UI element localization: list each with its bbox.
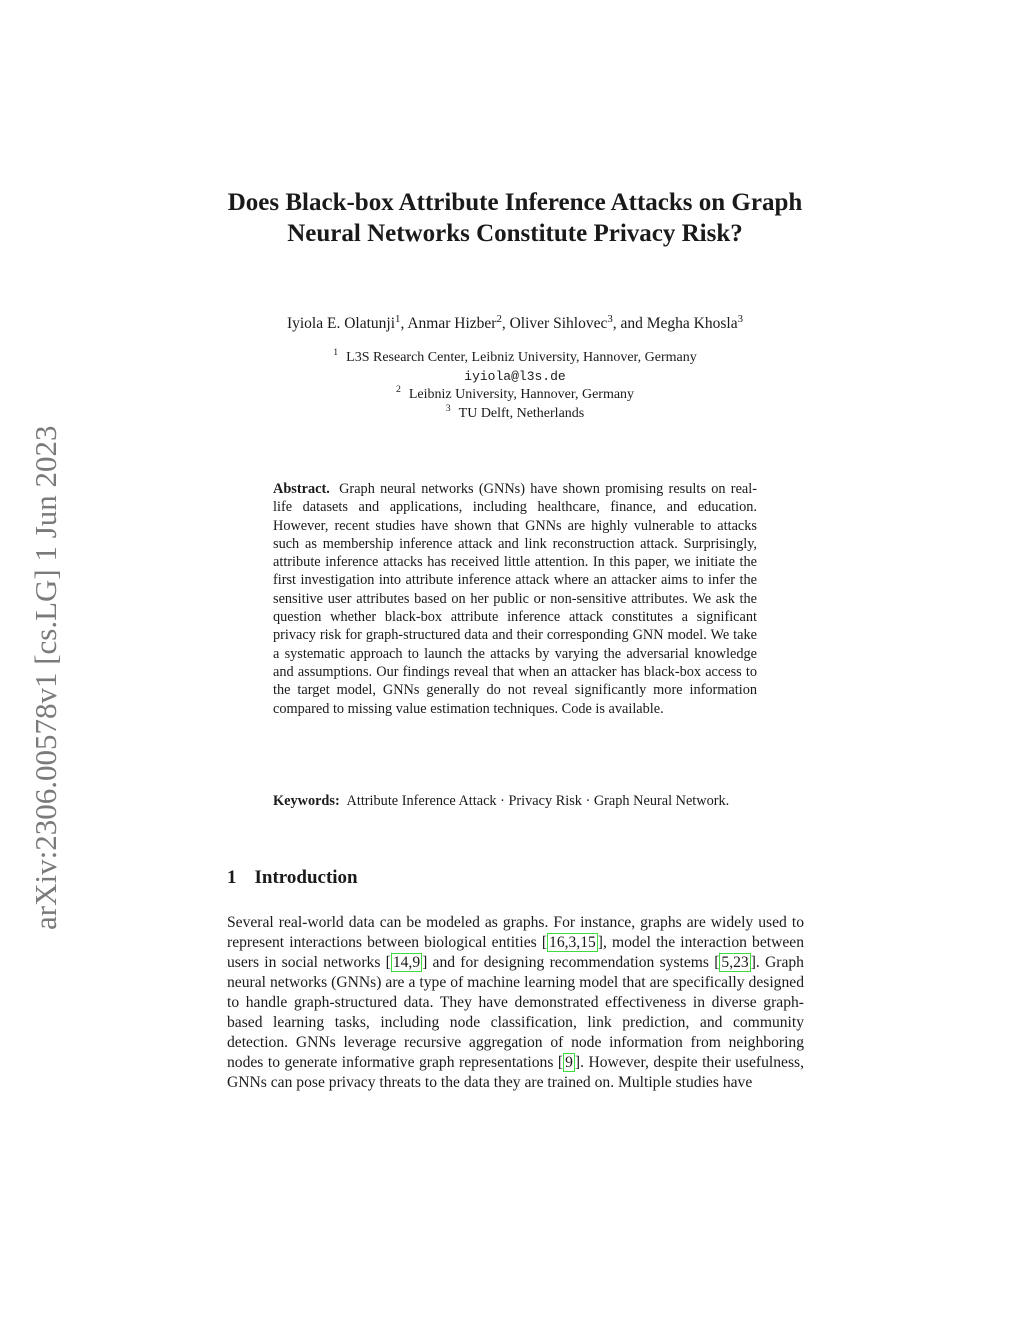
- affiliation-list: [200, 349, 830, 423]
- keywords-text: Attribute Inference Attack · Privacy Risk · Graph Neural Network.: [346, 793, 730, 809]
- abstract-label: Abstract.: [273, 481, 330, 497]
- author: Oliver Sihlovec: [509, 315, 608, 332]
- section-title: Introduction: [254, 867, 358, 888]
- keywords-label: Keywords:: [273, 793, 340, 809]
- author-email: iyiola@l3s.de: [464, 368, 566, 384]
- author-separator: , and: [612, 315, 647, 332]
- author-list: [200, 314, 830, 334]
- section-heading: [227, 866, 358, 890]
- author: Anmar Hizber: [407, 315, 497, 332]
- author-affiliation-mark: 3: [607, 312, 613, 325]
- arxiv-identifier-text: arXiv:2306.00578v1 [cs.LG] 1 Jun 2023: [28, 425, 63, 930]
- keywords: [273, 792, 757, 810]
- abstract: [273, 480, 757, 718]
- author-affiliation-mark: 1: [395, 312, 401, 325]
- arxiv-identifier: [26, 370, 64, 930]
- intro-text-run: . Graph neural networks (GNNs) are a type of machine learning model that are specifically designed to handle graph-structured data. They have demonstrated effectiveness in diverse graph-based learning tasks, including node classification, link prediction, and community detection. GNNs leverage recursive aggregation of node information from neighboring nodes to generate informative graph representations: [227, 954, 804, 1072]
- affiliation-mark: 2: [395, 384, 401, 396]
- affiliation: [200, 402, 830, 424]
- author-separator: ,: [501, 315, 510, 332]
- author-affiliation-mark: 3: [737, 312, 744, 325]
- citation-link[interactable]: 14,9: [392, 954, 421, 972]
- intro-text-run: , model the interaction between users in social networks: [227, 934, 805, 972]
- affiliation: [200, 386, 830, 405]
- affiliation-text: TU Delft, Netherlands: [458, 405, 585, 421]
- affiliation-text: Leibniz University, Hannover, Germany: [408, 387, 635, 402]
- affiliation-mark: 1: [333, 347, 339, 359]
- affiliation: [200, 349, 830, 368]
- intro-text-run: . However, despite their usefulness, GNNs can pose privacy threats to the data they are trained on. Multiple studies have: [227, 1054, 804, 1092]
- paper-title: Does Black-box Attribute Inference Attacks on Graph Neural Networks Constitute Privacy Risk?: [227, 189, 803, 247]
- introduction-paragraph: Several real-world data can be modeled as graphs. For instance, graphs are widely used to represent interactions between biological entities [ 16,3,15 ], model the interaction between users in social networks [ 14,9 ] and for designing recommendation systems [ 5,23 ]. Graph neural networks (GNNs) are a type of machine learning model that are specifically designed to handle graph-structured data. They have demonstrated effectiveness in diverse graph-based learning tasks, including node classification, link prediction, and community detection. GNNs leverage recursive aggregation of node information from neighboring nodes to generate informative graph representations [ 9 ]. However, despite their usefulness, GNNs can pose privacy threats to the data they are trained on. Multiple studies have: [227, 914, 805, 1092]
- section-number: 1: [227, 867, 237, 888]
- affiliation-mark: 3: [445, 402, 451, 414]
- citation-link[interactable]: 5,23: [721, 954, 749, 972]
- author: Megha Khosla: [646, 315, 738, 332]
- citation-link[interactable]: 16,3,15: [549, 934, 596, 952]
- intro-text-run: and for designing recommendation systems: [427, 954, 715, 972]
- intro-text-run: Several real-world data can be modeled as graphs. For instance, graphs are widely used to represent interactions between biological entities: [227, 914, 804, 952]
- affiliation-text: L3S Research Center, Leibniz University, Hannover, Germany: [346, 350, 697, 365]
- author-affiliation-mark: 2: [496, 312, 502, 325]
- citation-link[interactable]: 9: [565, 1054, 573, 1072]
- affiliation-email: [200, 368, 830, 387]
- author-separator: ,: [400, 315, 408, 332]
- abstract-text: Graph neural networks (GNNs) have shown promising results on real-life datasets and applications, including healthcare, finance, and education. However, recent studies have shown that GNNs are highly vulnerable to attacks such as membership inference attack and link reconstruction attack. Surprisingly, attribute inference attacks has received little attention. In this paper, we initiate the first investigation into attribute inference attack where an attacker aims to infer the sensitive user attributes based on her public or non-sensitive attributes. We ask the question whether black-box attribute inference attack constitutes a significant privacy risk for graph-structured data and their corresponding GNN model. We take a systematic approach to launch the attacks by varying the adversarial knowledge and assumptions. Our findings reveal that when an attacker has black-box access to the target model, GNNs generally do not reveal significantly more information compared to missing value estimation techniques. Code is available.: [273, 481, 757, 717]
- author: Iyiola E. Olatunji: [286, 315, 396, 332]
